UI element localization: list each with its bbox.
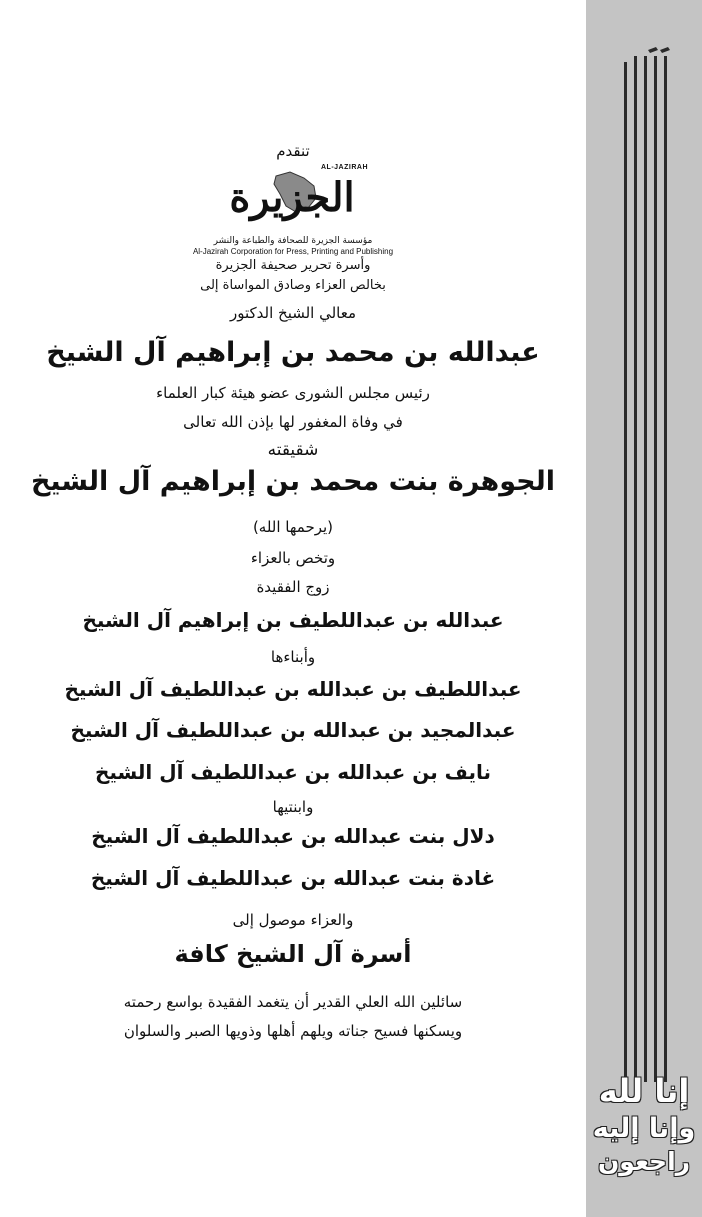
deceased-name: الجوهرة بنت محمد بن إبراهيم آل الشيخ	[30, 466, 556, 497]
deceased-intro: في وفاة المغفور لها بإذن الله تعالى	[183, 413, 403, 431]
recipient-honorific: معالي الشيخ الدكتور	[229, 304, 357, 322]
son-name: نايف بن عبدالله بن عبداللطيف آل الشيخ	[94, 760, 492, 784]
jazirah-logo	[212, 164, 372, 230]
corporation-arabic: مؤسسة الجزيرة للصحافة والطباعة والنشر	[213, 236, 373, 246]
recipient-name: عبدالله بن محمد بن إبراهيم آل الشيخ	[46, 337, 540, 368]
son-name: عبداللطيف بن عبدالله بن عبداللطيف آل الشيخ	[64, 677, 522, 701]
daughter-name: دلال بنت عبدالله بن عبداللطيف آل الشيخ	[91, 824, 495, 848]
daughters-label: وابنتيها	[272, 798, 314, 816]
daughter-name: غادة بنت عبدالله بن عبداللطيف آل الشيخ	[90, 866, 496, 890]
husband-name: عبدالله بن عبداللطيف بن إبراهيم آل الشيخ	[82, 608, 504, 632]
deceased-relation: شقيقته	[267, 440, 319, 460]
verse-phrase-3: راجعون	[597, 1147, 691, 1176]
husband-label: زوج الفقيدة	[256, 578, 330, 596]
sons-label: وأبناءها	[270, 648, 316, 666]
whole-family: أسرة آل الشيخ كافة	[174, 940, 412, 968]
verse-phrase-1: إنا لله	[598, 1072, 690, 1110]
prayer-text: (يرحمها الله)	[252, 518, 334, 536]
son-name: عبدالمجيد بن عبدالله بن عبداللطيف آل الشيخ	[70, 718, 516, 742]
closing-line-2: ويسكنها فسيح جناته ويلهم أهلها وذويها الصبر والسلوان	[123, 1022, 463, 1040]
corporation-english: Al-Jazirah Corporation for Press, Printing and Publishing	[192, 247, 394, 256]
decorative-bars	[586, 0, 702, 1217]
condolence-text: بخالص العزاء وصادق المواساة إلى	[200, 278, 386, 293]
closing-line-1: سائلين الله العلي القدير أن يتغمد الفقيدة بواسع رحمته	[123, 993, 463, 1011]
logo-latin-text: AL-JAZIRAH	[321, 164, 368, 171]
special-condolence: وتخص بالعزاء	[250, 549, 336, 567]
quran-verse-panel	[586, 0, 702, 1217]
editorial-staff: وأسرة تحرير صحيفة الجزيرة	[215, 258, 371, 273]
logo-wordmark: الجزيرة	[229, 174, 355, 221]
verse-phrase-2: وإنا إليه	[592, 1113, 696, 1144]
presents-text: تنقدم	[276, 142, 310, 160]
recipient-title: رئيس مجلس الشورى عضو هيئة كبار العلماء	[156, 384, 430, 402]
extended-condolence: والعزاء موصول إلى	[232, 911, 354, 929]
